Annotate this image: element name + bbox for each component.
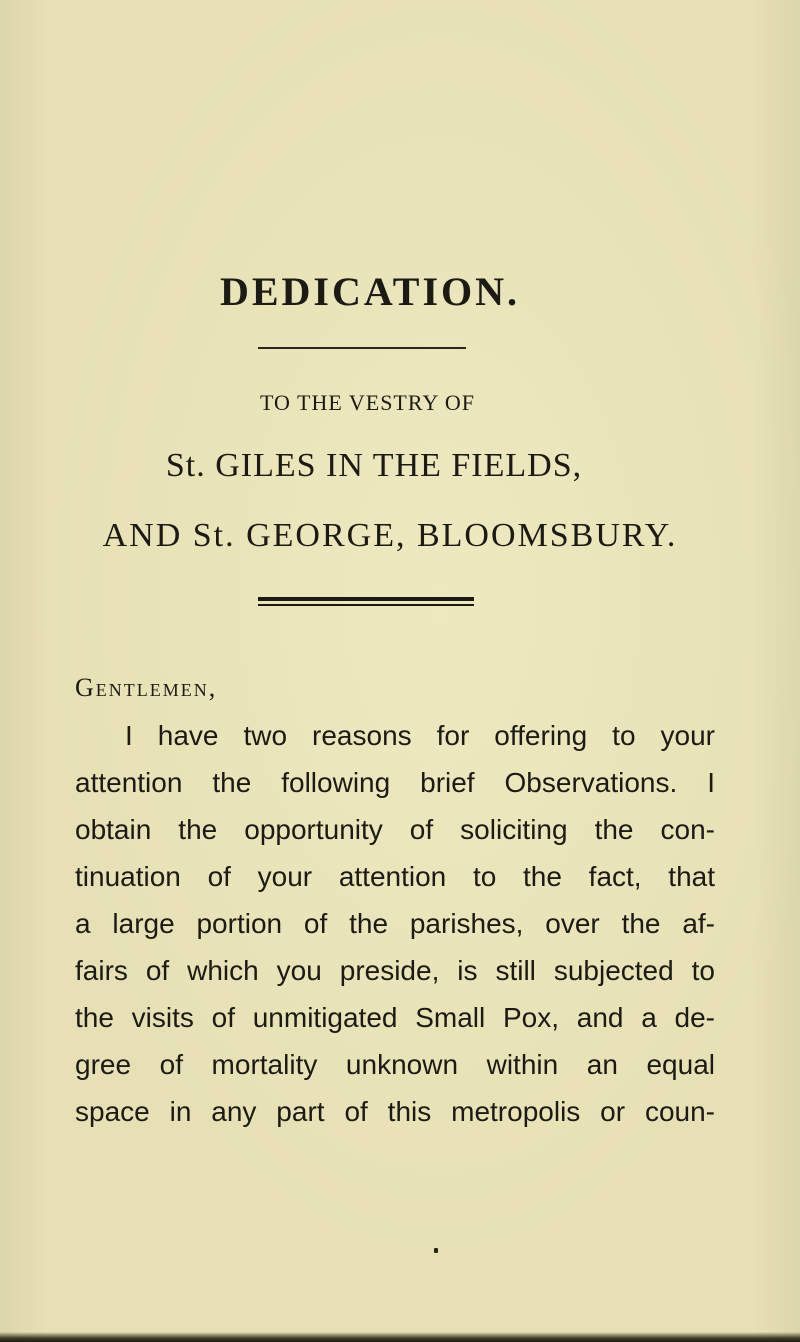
body-line: tinuation of your attention to the fact, that — [75, 861, 715, 892]
body-line: a large portion of the parishes, over the af- — [75, 908, 715, 939]
body-paragraph — [75, 712, 715, 1135]
body-line: attention the following brief Observations. I — [75, 767, 715, 798]
body-line: gree of mortality unknown within an equal — [75, 1049, 715, 1080]
body-line: the visits of unmitigated Small Pox, and a de- — [75, 1002, 715, 1033]
short-rule-divider — [258, 347, 466, 349]
address-line-vestry: TO THE VESTRY OF — [259, 390, 476, 415]
page-bottom-edge — [0, 1332, 800, 1342]
ink-speck — [434, 1248, 438, 1253]
body-line: obtain the opportunity of soliciting the con- — [75, 814, 715, 845]
page-title: DEDICATION. — [219, 269, 521, 314]
salutation: Gentlemen, — [75, 673, 218, 702]
body-line: I have two reasons for offering to your — [125, 720, 715, 751]
body-line: fairs of which you preside, is still subjected to — [75, 955, 715, 986]
address-line-st-george: AND St. GEORGE, BLOOMSBURY. — [102, 517, 678, 554]
address-line-st-giles: St. GILES IN THE FIELDS, — [165, 447, 583, 484]
double-rule-divider — [258, 597, 474, 606]
body-line: space in any part of this metropolis or coun- — [75, 1096, 715, 1127]
